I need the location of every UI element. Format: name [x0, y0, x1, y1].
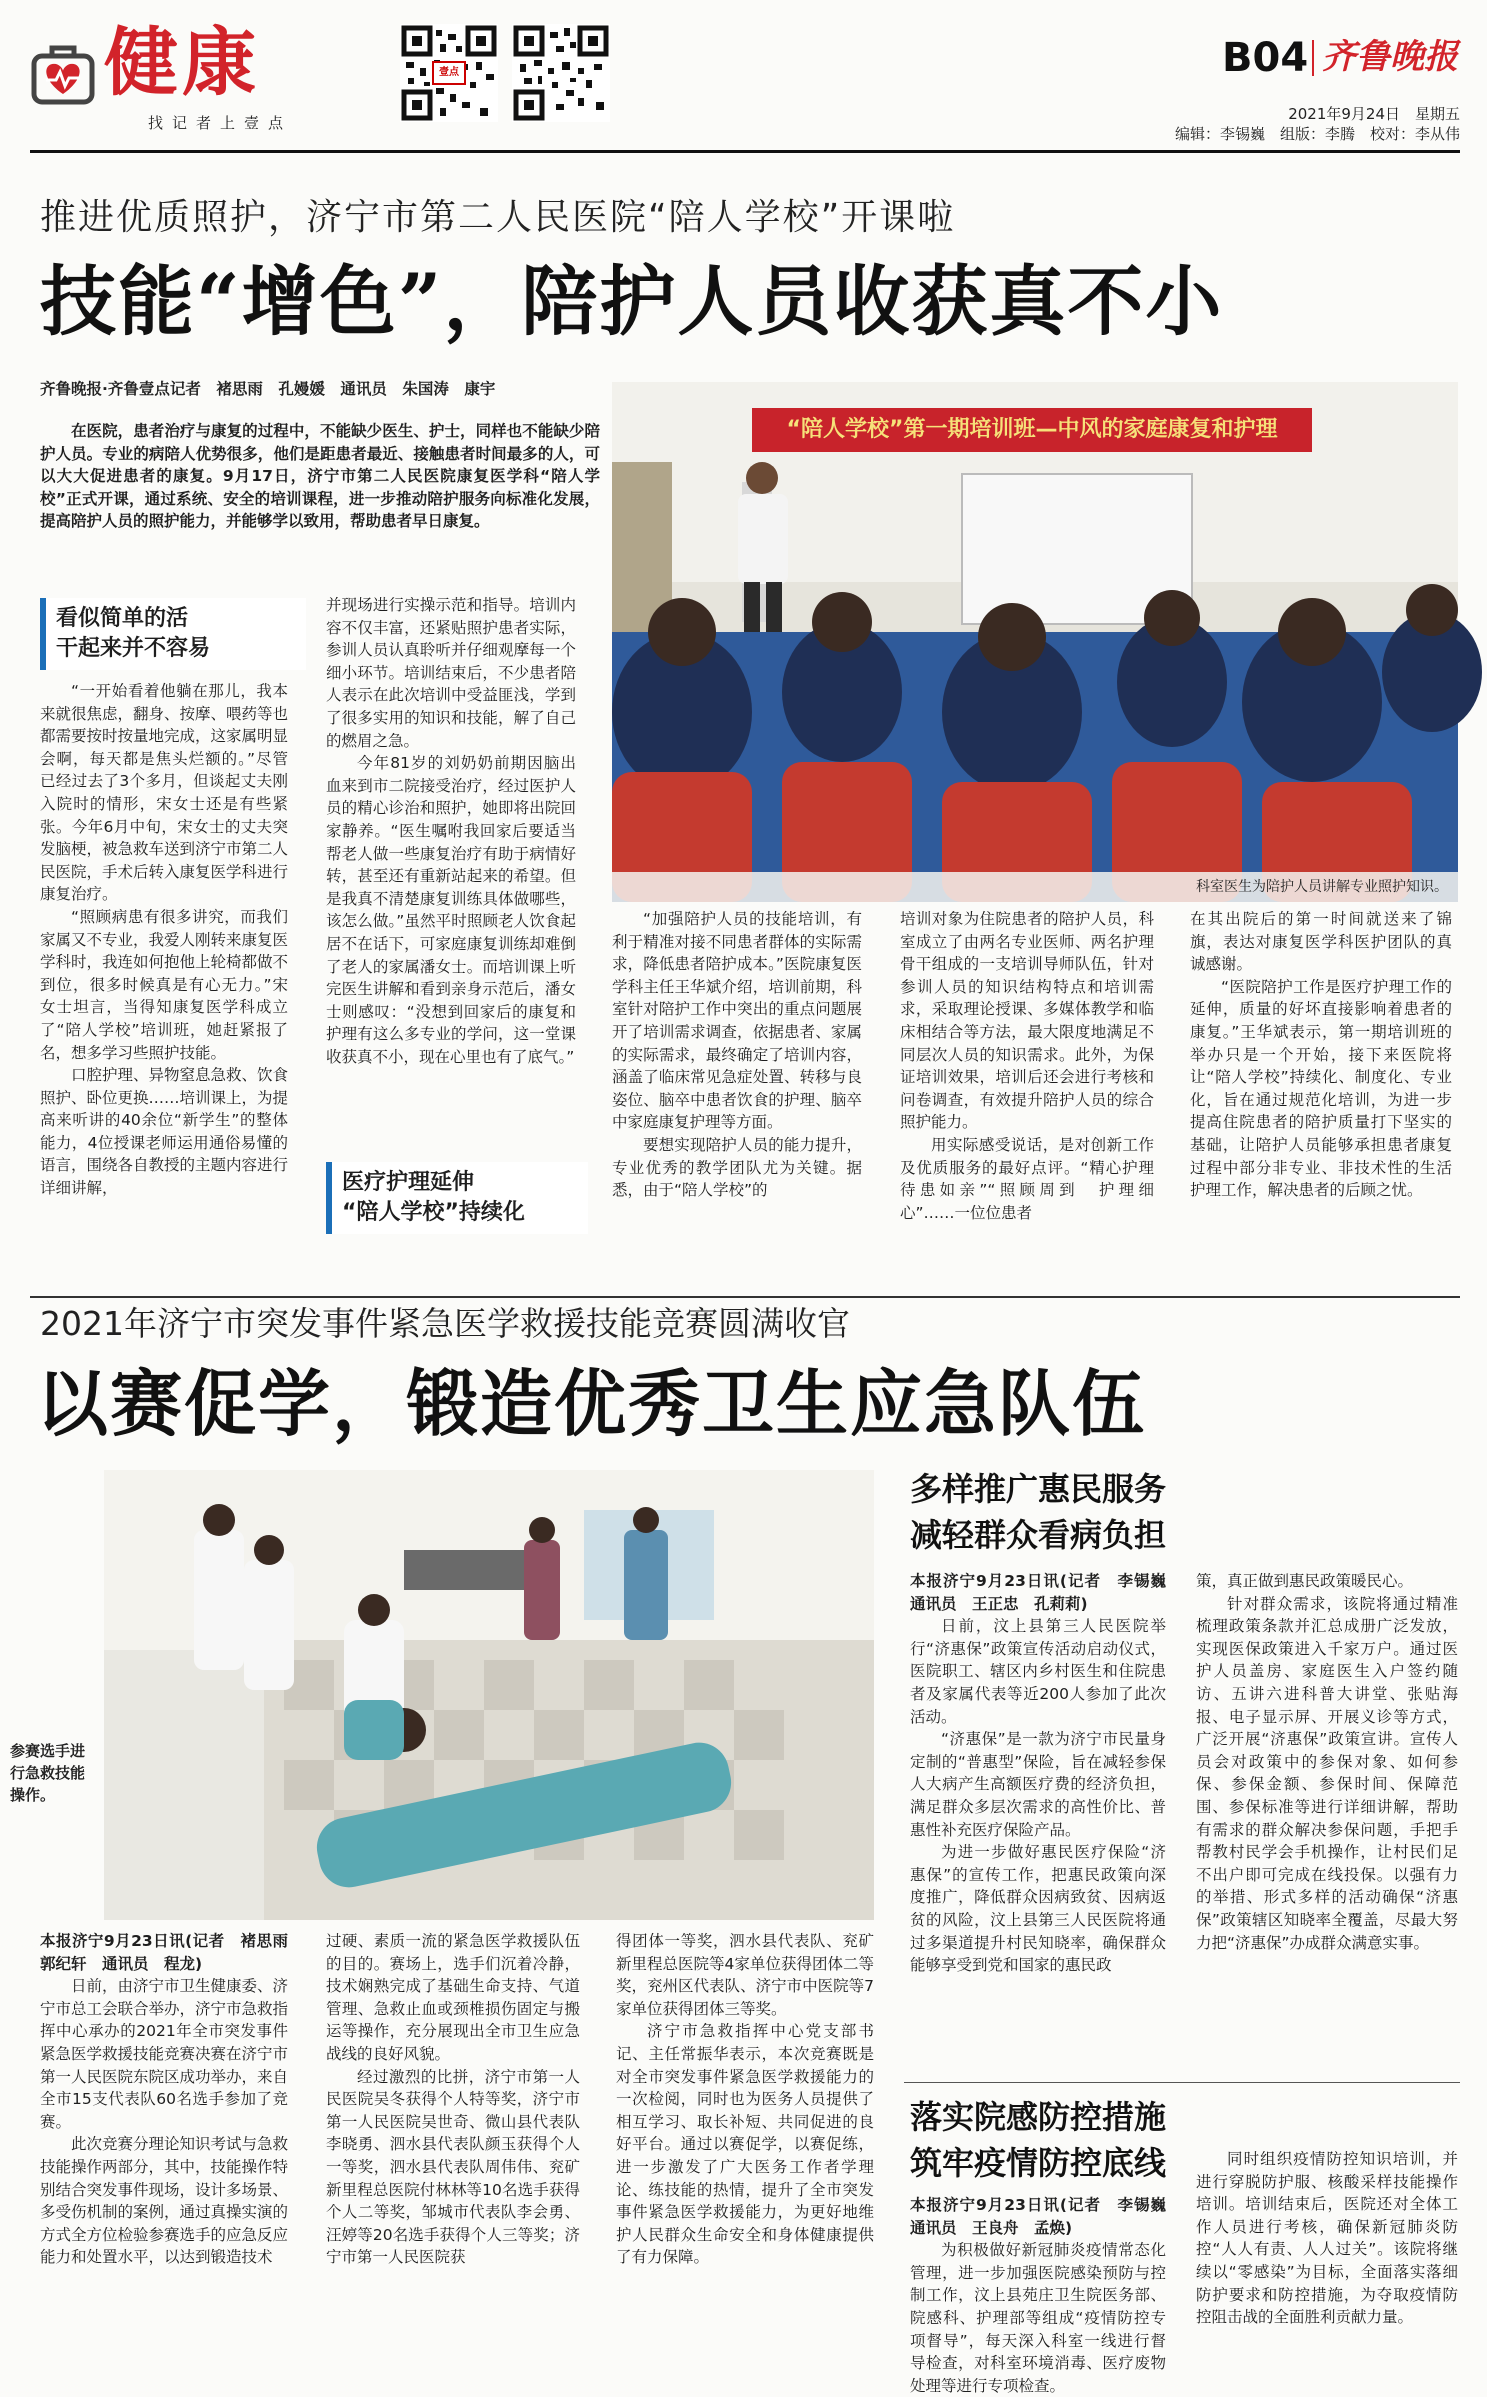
subhead1-line2: 干起来并不容易 [56, 636, 211, 661]
article1-col3 [612, 908, 862, 1288]
paragraph: 同时组织疫情防控知识培训，并进行穿脱防护服、核酸采样技能操作培训。培训结束后，医院还对全体工作人员进行考核，确保新冠肺炎防控“人人有责、人人过关”。该院将继续以“零感染”为目标，全面落实落细防护要求和防控措施，为夺取疫情防控阻击战的全面胜利贡献力量。 [1196, 2150, 1458, 2327]
article1-col5 [1190, 908, 1452, 1288]
article1-lead-text: 在医院，患者治疗与康复的过程中，不能缺少医生、护士，同样也不能缺少陪护人员。专业的病陪人优势很多，他们是距患者最近、接触患者时间最多的人，可以大大促进患者的康复。9月17日，济宁市第二人民医院康复医学科“陪人学校”正式开课，通过系统、安全的培训课程，进一步推动陪护服务向标准化发展，提高陪护人员的照护能力，并能够学以致用，帮助患者早日康复。 [40, 422, 600, 531]
paper-name: 齐鲁晚报 [1322, 37, 1458, 77]
paragraph: 日前，由济宁市卫生健康委、济宁市总工会联合举办，济宁市急救指挥中心承办的2021年全市突发事件紧急医学救援技能竞赛决赛在济宁市第一人民医院东院区成功举办，来自全市15支代表队60名选手参加了竞赛。 [40, 1977, 289, 2131]
section-title: 健康 [104, 20, 260, 106]
article2-kicker: 2021年济宁市突发事件紧急医学救援技能竞赛圆满收官 [40, 1304, 850, 1343]
paragraph: “医院陪护工作是医疗护理工作的延伸，质量的好坏直接影响着患者的康复。”王华斌表示，第一期培训班的举办只是一个开始，接下来医院将让“陪人学校”持续化、制度化、专业化，旨在通过规范化培训，为进一步提高住院患者的陪护质量打下坚实的基础，让陪护人员能够承担患者康复过程中部分非专业、非技术性的生活护理工作，解决患者的后顾之忧。 [1190, 977, 1452, 1200]
paragraph: 日前，汶上县第三人民医院举行“济惠保”政策宣传活动启动仪式，医院职工、辖区内乡村医生和住院患者及家属代表等近200人参加了此次活动。 [910, 1617, 1166, 1726]
article1-headline: 技能“增色”，陪护人员收获真不小 [40, 257, 1224, 346]
article4-col2 [1196, 2148, 1458, 2374]
article1-col2 [326, 594, 576, 1156]
training-photo [612, 382, 1458, 902]
article1-subhead2 [326, 1162, 588, 1234]
article2-dateline: 本报济宁9月23日讯(记者 褚思雨 郭纪轩 通讯员 程龙) [40, 1932, 304, 1973]
paragraph: 济宁市急救指挥中心党支部书记、主任常振华表示，本次竞赛既是对全市突发事件紧急医学救援能力的一次检阅，同时也为医务人员提供了相互学习、取长补短、共同促进的良好平台。通过以赛促学，以赛促练，进一步激发了广大医务工作者学理论、练技能的热情，提升了全市突发事件紧急医学救援能力，为更好地维护人民群众生命安全和身体健康提供了有力保障。 [616, 2022, 874, 2267]
article3-headline [910, 1466, 1166, 1558]
paragraph: 针对群众需求，该院将通过精准梳理政策条款并汇总成册广泛发放，实现医保政策进入千家万户。通过医护人员盖房、家庭医生入户签约随访、五讲六进科普大讲堂、张贴海报、电子显示屏、开展义诊等方式，广泛开展“济惠保”政策宣讲。宣传人员会对政策中的参保对象、如何参保、参保金额、参保时间、保障范围、参保标准等进行详细讲解，帮助有需求的群众解决参保问题，手把手帮教村民学会手机操作，让村民们足不出户即可完成在线投保。以强有力的举措、形式多样的活动确保“济惠保”政策辖区知晓率全覆盖，尽最大努力把“济惠保”办成群众满意实事。 [1196, 1594, 1458, 1952]
article2-dateline-col [40, 1930, 304, 2360]
article2-headline: 以赛促学，锻造优秀卫生应急队伍 [36, 1361, 1147, 1446]
qr-center-label: 壹点 [439, 67, 459, 78]
paragraph: “济惠保”是一款为济宁市民量身定制的“普惠型”保险，旨在减轻参保人大病产生高额医疗费的经济负担，满足群众多层次需求的高性价比、普惠性补充医疗保险产品。 [910, 1730, 1166, 1839]
paragraph: 此次竞赛分理论知识考试与急救技能操作两部分，其中，技能操作特别结合突发事件现场，设计多场景、多受伤机制的案例，通过真操实演的方式全方位检验参赛选手的应急反应能力和处置水平，以达到锻造技术 [40, 2135, 289, 2267]
qr-code-icon [512, 24, 610, 122]
article3-dateline: 本报济宁9月23日讯(记者 李锡巍 通讯员 王正忠 孔莉莉) [910, 1572, 1182, 1613]
article1-byline: 齐鲁晚报·齐鲁壹点记者 褚思雨 孔嫚媛 通讯员 朱国涛 康宇 [40, 380, 496, 398]
editor-credits: 编辑：李锡巍 组版：李腾 校对：李从伟 [1174, 125, 1460, 143]
paragraph: 口腔护理、异物窒息急救、饮食照护、卧位更换……培训课上，为提高来听讲的40余位“新学生”的整体能力，4位授课老师运用通俗易懂的语言，围绕各自教授的主题内容进行详细讲解， [40, 1066, 289, 1198]
paragraph: 培训对象为住院患者的陪护人员，科室成立了由两名专业医师、两名护理骨干组成的一支培训导师队伍，针对参训人员的知识结构特点和培训需求，采取理论授课、多媒体教学和临床相结合等方法，最大限度地满足不同层次人员的知识需求。此外，为保证培训效果，培训后还会进行考核和问卷调查，有效提升陪护人员的综合照护能力。 [900, 910, 1154, 1132]
section-slogan: 找记者上壹点 [148, 114, 293, 132]
paragraph: “加强陪护人员的技能培训，有利于精准对接不同患者群体的实际需求，降低患者陪护成本。”医院康复医学科主任王华斌介绍，培训前期，科室针对陪护工作中突出的重点问题展开了培训需求调查，依据患者、家属的实际需求，最终确定了培训内容，涵盖了临床常见急症处置、转移与良姿位、脑卒中患者饮食的护理、脑卒中家庭康复护理等方面。 [612, 910, 862, 1132]
section-rule [904, 2082, 1460, 2083]
contest-photo-caption: 参赛选手进行急救技能操作。 [10, 1742, 86, 1804]
paragraph: “照顾病患有很多讲究，而我们家属又不专业，我爱人刚转来康复医学科时，我连如何抱他上轮椅都做不到位，很多时候真是有心无力。”宋女士坦言，当得知康复医学科成立了“陪人学校”培训班，她赶紧报了名，想多学习些照护技能。 [40, 907, 289, 1062]
paragraph: 为积极做好新冠肺炎疫情常态化管理，进一步加强医院感染预防与控制工作，汶上县苑庄卫生院医务部、院感科、护理部等组成“疫情防控专项督导”，每天深入科室一线进行督导检查，对科室环境消毒、医疗废物处理等进行专项检查。 [910, 2241, 1166, 2395]
article1-col4 [900, 908, 1170, 1288]
article2-col2 [326, 1930, 580, 2360]
article1-lead [40, 420, 600, 590]
paragraph: 策，真正做到惠民政策暖民心。 [1196, 1572, 1414, 1590]
article4-col1 [910, 2194, 1182, 2395]
header-rule [30, 150, 1460, 153]
paragraph: 经过激烈的比拼，济宁市第一人民医院吴冬获得个人特等奖，济宁市第一人民医院吴世奇、微山县代表队李晓勇、泗水县代表队颜玉获得个人一等奖，泗水县代表队周伟伟、兖矿新里程总医院付林林等10名选手获得个人二等奖，邹城市代表队李会勇、汪婷等20名选手获得个人三等奖；济宁市第一人民医院获 [326, 2067, 580, 2267]
article3-headline-line1: 多样推广惠民服务 [910, 1470, 1167, 1508]
article2-col3 [616, 1930, 874, 2360]
subhead2-line1: 医疗护理延伸 [342, 1170, 475, 1195]
paragraph: 用实际感受说话，是对创新工作及优质服务的最好点评。“精心护理 待患如亲”“照顾周到 护理细心”……一位位患者 [900, 1135, 1170, 1222]
article1-col1 [40, 680, 288, 1286]
paragraph: “一开始看着他躺在那儿，我本来就很焦虑，翻身、按摩、喂药等也都需要按时按量地完成，这家属明显会啊，每天都是焦头烂额的。”尽管已经过去了3个多月，但谈起丈夫刚入院时的情形，宋女士还是有些紧张。今年6月中旬，宋女士的丈夫突发脑梗，被急救车送到济宁市第二人民医院，手术后转入康复医学科进行康复治疗。 [40, 682, 289, 904]
article4-headline-line2: 筑牢疫情防控底线 [910, 2144, 1167, 2182]
paragraph: 今年81岁的刘奶奶前期因脑出血来到市二院接受治疗，经过医护人员的精心诊治和照护，她即将出院回家静养。“医生嘱咐我回家后要适当帮老人做一些康复治疗有助于病情好转，甚至还有重新站起来的希望。但是我真不清楚康复训练具体做哪些，该怎么做。”虽然平时照顾老人饮食起居不在话下，可家庭康复训练却难倒了老人的家属潘女士。而培训课上听完医生讲解和看到亲身示范后，潘女士则感叹：“没想到回家后的康复和护理有这么多专业的学问，这一堂课收获真不小，现在心里也有了底气。” [326, 754, 576, 1066]
article1-kicker: 推进优质照护，济宁市第二人民医院“陪人学校”开课啦 [40, 197, 956, 238]
article1-subhead1 [40, 598, 306, 670]
qr-code-icon [400, 24, 498, 122]
subhead1-line1: 看似简单的活 [56, 606, 189, 631]
article3-headline-line2: 减轻群众看病负担 [910, 1516, 1167, 1554]
training-photo-caption: 科室医生为陪护人员讲解专业照护知识。 [1196, 879, 1448, 895]
section-rule [30, 1296, 1460, 1298]
paragraph: 要想实现陪护人员的能力提升，专业优秀的教学团队尤为关键。据悉，由于“陪人学校”的 [612, 1135, 862, 1200]
paragraph: 过硬、素质一流的紧急医学救援队伍的目的。赛场上，选手们沉着冷静，技术娴熟完成了基础生命支持、气道管理、急救止血或颈椎损伤固定与搬运等操作，充分展现出全市卫生应急战线的良好风貌。 [326, 1932, 580, 2063]
health-logo-icon [30, 38, 100, 108]
paragraph: 为进一步做好惠民医疗保险“济惠保”的宣传工作，把惠民政策向深度推广，降低群众因病致贫、因病返贫的风险，汶上县第三人民医院将通过多渠道提升村民知晓率，确保群众能够享受到党和国家的惠民政 [910, 1843, 1166, 1975]
page-number: B04 [1222, 35, 1309, 81]
contest-photo [10, 1470, 874, 1920]
issue-date: 2021年9月24日 星期五 [1288, 105, 1460, 123]
paragraph: 在其出院后的第一时间就送来了锦旗，表达对康复医学科医护团队的真诚感谢。 [1190, 910, 1452, 974]
header-divider [1312, 40, 1314, 76]
article3-col2 [1196, 1570, 1458, 2070]
article4-dateline: 本报济宁9月23日讯(记者 李锡巍 通讯员 王良舟 孟焕) [910, 2196, 1182, 2237]
article4-headline-line1: 落实院感防控措施 [910, 2098, 1167, 2136]
article4-headline [910, 2094, 1166, 2186]
paragraph: 并现场进行实操示范和指导。培训内容不仅丰富，还紧贴照护患者实际，参训人员认真聆听并仔细观摩每一个细小环节。培训结束后，不少患者陪人表示在此次培训中受益匪浅，学到了很多实用的知识和技能，解了自己的燃眉之急。 [326, 596, 576, 750]
training-banner-text: “陪人学校”第一期培训班—中风的家庭康复和护理 [786, 417, 1278, 442]
article3-col1 [910, 1570, 1182, 2070]
paragraph: 得团体一等奖，泗水县代表队、兖矿新里程总医院等4家单位获得团体二等奖，兖州区代表队、济宁市中医院等7家单位获得团体三等奖。 [616, 1932, 874, 2018]
subhead2-line2: “陪人学校”持续化 [342, 1200, 525, 1225]
